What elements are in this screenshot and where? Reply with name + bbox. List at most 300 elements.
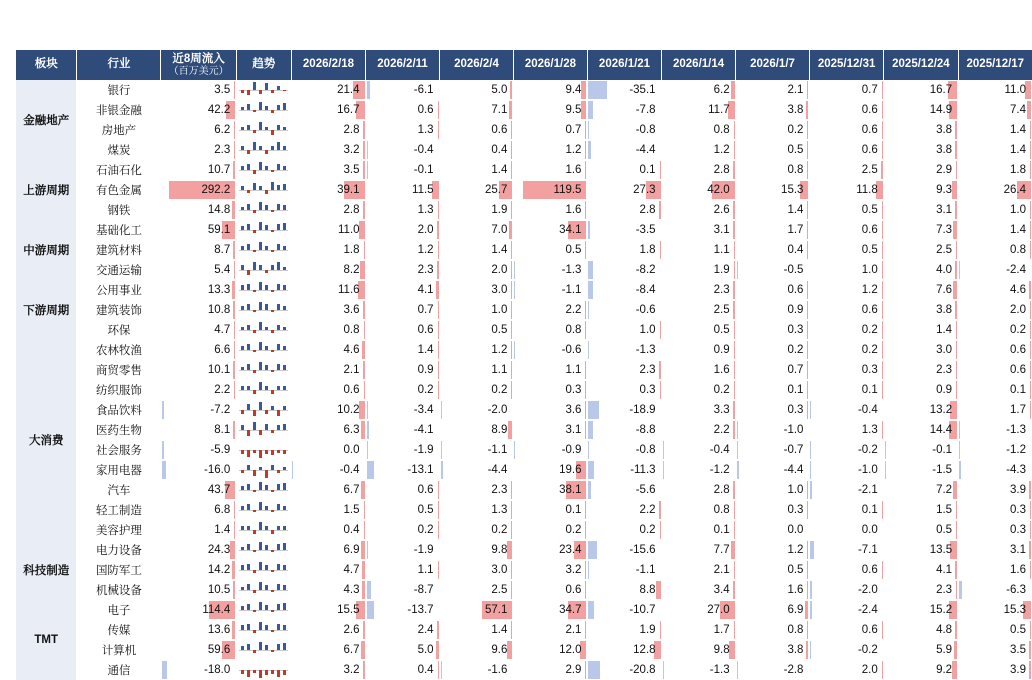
cell-value: -2.0	[857, 584, 878, 596]
trend-sparkline	[236, 380, 291, 400]
week-cell-1	[366, 620, 440, 640]
cell-value: 6.7	[343, 484, 360, 496]
sparkline-bar	[283, 365, 286, 370]
sparkline-bar	[271, 130, 274, 135]
cell-value: 2.3	[713, 284, 730, 296]
cell-value: 0.8	[1010, 244, 1026, 256]
chart-container	[0, 50, 1032, 677]
cell-value: -4.4	[635, 144, 656, 156]
week-cell-0	[291, 80, 365, 100]
week-cell-9	[958, 480, 1032, 500]
cell-value: 0.8	[713, 124, 730, 136]
cell-value: -0.4	[413, 144, 434, 156]
cell-value: 1.3	[861, 424, 878, 436]
week-cell-0	[291, 420, 365, 440]
cell-value: 0.9	[936, 384, 953, 396]
sparkline-axis	[239, 310, 288, 311]
week-cell-9	[958, 600, 1032, 620]
trend-sparkline	[236, 640, 291, 660]
table-row	[16, 600, 1032, 620]
cell-value: 3.0	[936, 344, 953, 356]
cell-value: -6.1	[413, 84, 434, 96]
week-cell-8	[884, 120, 958, 140]
sparkline-axis	[239, 470, 288, 471]
week-cell-9	[958, 100, 1032, 120]
week-cell-6	[736, 100, 810, 120]
week-cell-9	[958, 620, 1032, 640]
sparkline-bar	[271, 490, 274, 492]
cell-value: 25.7	[485, 184, 508, 196]
sparkline-bar	[277, 344, 280, 350]
week-cell-2	[440, 400, 514, 420]
week-cell-4	[587, 460, 661, 480]
header-date-7: 2025/12/31	[809, 50, 883, 80]
sparkline-bar	[271, 530, 274, 534]
sparkline-bar	[271, 210, 274, 212]
week-cell-3	[513, 520, 587, 540]
sparkline-bar	[259, 186, 262, 190]
week-cell-3	[513, 300, 587, 320]
sparkline-bar	[253, 510, 256, 512]
cell-value: 119.5	[553, 184, 582, 196]
cell-value: -1.0	[857, 464, 878, 476]
cell-value: -18.0	[204, 664, 231, 676]
week-cell-9	[958, 640, 1032, 660]
industry-cell: 社会服务	[77, 440, 161, 460]
cell-value: 0.2	[787, 124, 804, 136]
week-cell-6	[736, 440, 810, 460]
cell-value: 59.6	[207, 644, 231, 656]
cell-value: 8.9	[491, 424, 508, 436]
week-cell-0	[291, 500, 365, 520]
week-cell-1	[366, 640, 440, 660]
week-cell-9	[958, 280, 1032, 300]
cell-value: -2.4	[857, 604, 878, 616]
cell-value: -1.3	[709, 664, 730, 676]
week-cell-1	[366, 580, 440, 600]
sparkline-bar	[253, 130, 256, 133]
week-cell-7	[809, 540, 883, 560]
cell-value: -0.2	[857, 644, 878, 656]
cell-value: 1.8	[1010, 164, 1026, 176]
week-cell-7	[809, 640, 883, 660]
week-cell-6	[736, 380, 810, 400]
week-cell-5	[662, 80, 736, 100]
week-cell-9	[958, 320, 1032, 340]
sparkline-bar	[259, 102, 262, 110]
cell-value: 1.4	[787, 204, 804, 216]
week-cell-7	[809, 240, 883, 260]
cell-value: 2.8	[713, 164, 730, 176]
week-cell-2	[440, 80, 514, 100]
week-cell-1	[366, 660, 440, 680]
sparkline-bar	[283, 327, 286, 330]
cell-value: -0.4	[339, 464, 360, 476]
cell-value: 2.1	[343, 364, 360, 376]
cell-value: -3.4	[413, 404, 434, 416]
trend-sparkline	[236, 600, 291, 620]
sparkline-bar	[265, 386, 268, 390]
week-cell-9	[958, 220, 1032, 240]
sparkline-bar	[253, 470, 256, 476]
week-cell-9	[958, 200, 1032, 220]
week-cell-1	[366, 560, 440, 580]
week-cell-8	[884, 480, 958, 500]
cell-value: 0.5	[491, 324, 508, 336]
cell-value: 0.8	[787, 624, 804, 636]
sparkline-bar	[241, 166, 244, 170]
week-cell-3	[513, 540, 587, 560]
week-cell-6	[736, 580, 810, 600]
cell-value: 0.8	[343, 324, 360, 336]
sparkline-bar	[277, 244, 280, 250]
week-cell-7	[809, 500, 883, 520]
cell-value: 0.2	[639, 524, 656, 536]
cell-value: -10.7	[629, 604, 656, 616]
sparkline-bar	[283, 146, 286, 150]
sparkline-bar	[241, 646, 244, 650]
week-cell-4	[587, 480, 661, 500]
week-cell-2	[440, 660, 514, 680]
trend-sparkline	[236, 340, 291, 360]
week-cell-5	[662, 620, 736, 640]
cell-value: 12.0	[559, 644, 582, 656]
sparkline-bar	[247, 404, 250, 410]
table-row	[16, 140, 1032, 160]
sparkline-bar	[241, 565, 244, 570]
cell-value: 6.2	[713, 84, 730, 96]
sparkline-bar	[265, 585, 268, 590]
sparkline-bar	[277, 185, 280, 190]
week-cell-3	[513, 400, 587, 420]
sparkline-bar	[247, 484, 250, 490]
week-cell-0	[291, 520, 365, 540]
week-cell-4	[587, 360, 661, 380]
cell-value: -1.5	[932, 464, 953, 476]
week-cell-2	[440, 540, 514, 560]
trend-sparkline	[236, 160, 291, 180]
week-cell-7	[809, 260, 883, 280]
week-cell-0	[291, 140, 365, 160]
cell-value: 1.7	[787, 224, 804, 236]
week-cell-7	[809, 460, 883, 480]
week-cell-1	[366, 200, 440, 220]
industry-cell: 农林牧渔	[77, 340, 161, 360]
cell-value: 3.9	[1010, 664, 1026, 676]
cell-value: -1.2	[709, 464, 730, 476]
cell-value: 3.6	[343, 304, 360, 316]
sparkline-bar	[277, 604, 280, 610]
cell-value: 2.9	[936, 164, 953, 176]
table-row	[16, 660, 1032, 680]
week-cell-6	[736, 600, 810, 620]
sparkline-bar	[265, 304, 268, 310]
industry-cell: 汽车	[77, 480, 161, 500]
sparkline-bar	[283, 306, 286, 310]
week-cell-2	[440, 640, 514, 660]
sparkline-bar	[241, 625, 244, 630]
cell-value: 16.7	[929, 84, 953, 96]
industry-cell: 医药生物	[77, 420, 161, 440]
table-row	[16, 440, 1032, 460]
sparkline-bar	[247, 244, 250, 250]
header-date-0: 2026/2/18	[291, 50, 365, 80]
cell-value: 1.6	[565, 204, 582, 216]
cell-value: 4.6	[343, 344, 360, 356]
sparkline-bar	[271, 290, 274, 292]
cell-value: 3.1	[713, 224, 730, 236]
sparkline-bar	[259, 542, 262, 550]
sparkline-bar	[241, 146, 244, 150]
week-cell-6	[736, 320, 810, 340]
sparkline-axis	[239, 250, 288, 251]
week-cell-4	[587, 660, 661, 680]
week-cell-8	[884, 460, 958, 480]
flow-8w-cell	[161, 440, 236, 460]
week-cell-3	[513, 100, 587, 120]
week-cell-7	[809, 660, 883, 680]
sparkline-bar	[271, 250, 274, 252]
trend-sparkline	[236, 120, 291, 140]
cell-value: -8.2	[635, 264, 656, 276]
flow-8w-cell	[161, 380, 236, 400]
week-cell-6	[736, 240, 810, 260]
week-cell-4	[587, 540, 661, 560]
flow-8w-cell	[161, 580, 236, 600]
cell-value: 2.5	[713, 304, 730, 316]
week-cell-3	[513, 380, 587, 400]
week-cell-4	[587, 420, 661, 440]
sparkline-bar	[259, 450, 262, 458]
week-cell-8	[884, 380, 958, 400]
table-row	[16, 180, 1032, 200]
week-cell-0	[291, 400, 365, 420]
sparkline-bar	[241, 306, 244, 310]
sparkline-axis	[239, 210, 288, 211]
cell-value: 0.5	[787, 564, 804, 576]
cell-value: -0.5	[783, 264, 804, 276]
cell-value: 7.1	[491, 104, 508, 116]
cell-value: 1.6	[787, 584, 804, 596]
cell-value: 3.2	[565, 564, 582, 576]
cell-value: -8.4	[635, 284, 656, 296]
flow-8w-cell	[161, 200, 236, 220]
sparkline-axis	[239, 610, 288, 611]
cell-value: 34.7	[559, 604, 582, 616]
cell-value: 8.7	[214, 244, 231, 256]
sparkline-bar	[253, 110, 256, 112]
industry-cell: 建筑材料	[77, 240, 161, 260]
cell-value: 8.1	[214, 424, 231, 436]
cell-value: 6.6	[214, 344, 231, 356]
cell-value: 10.1	[207, 364, 231, 376]
sparkline-bar	[241, 327, 244, 330]
trend-sparkline	[236, 280, 291, 300]
cell-value: 6.7	[343, 644, 360, 656]
cell-value: 14.8	[207, 204, 231, 216]
week-cell-7	[809, 320, 883, 340]
cell-value: -1.3	[635, 344, 656, 356]
week-cell-6	[736, 340, 810, 360]
sparkline-bar	[265, 150, 268, 154]
table-row	[16, 380, 1032, 400]
cell-value: -0.6	[561, 344, 582, 356]
cell-value: 4.1	[417, 284, 434, 296]
cell-value: 34.1	[559, 224, 582, 236]
week-cell-7	[809, 360, 883, 380]
week-cell-8	[884, 140, 958, 160]
sparkline-axis	[239, 410, 288, 411]
week-cell-1	[366, 340, 440, 360]
table-row	[16, 260, 1032, 280]
cell-value: 11.6	[338, 284, 360, 296]
week-cell-4	[587, 400, 661, 420]
sector-cell: 上游周期	[16, 160, 77, 220]
sparkline-bar	[241, 265, 244, 270]
week-cell-8	[884, 540, 958, 560]
cell-value: 1.1	[417, 564, 434, 576]
cell-value: -0.1	[413, 164, 434, 176]
sparkline-bar	[271, 310, 274, 312]
cell-value: 0.6	[861, 124, 878, 136]
cell-value: 4.1	[936, 564, 953, 576]
sparkline-bar	[253, 610, 256, 612]
sparkline-bar	[241, 367, 244, 370]
week-cell-4	[587, 380, 661, 400]
sparkline-axis	[239, 390, 288, 391]
sparkline-bar	[241, 346, 244, 350]
cell-value: 2.5	[861, 164, 878, 176]
week-cell-8	[884, 180, 958, 200]
cell-value: -4.3	[1006, 464, 1026, 476]
week-cell-3	[513, 240, 587, 260]
week-cell-3	[513, 660, 587, 680]
sparkline-bar	[241, 410, 244, 414]
week-cell-3	[513, 480, 587, 500]
cell-value: 0.5	[861, 204, 878, 216]
cell-value: 7.3	[936, 224, 953, 236]
table-row	[16, 480, 1032, 500]
sparkline-bar	[247, 164, 250, 170]
week-cell-8	[884, 260, 958, 280]
cell-value: 11.8	[856, 184, 878, 196]
sparkline-bar	[277, 105, 280, 110]
week-cell-4	[587, 580, 661, 600]
week-cell-8	[884, 160, 958, 180]
cell-value: -7.1	[857, 544, 878, 556]
week-cell-6	[736, 260, 810, 280]
table-row	[16, 340, 1032, 360]
week-cell-7	[809, 180, 883, 200]
week-cell-6	[736, 80, 810, 100]
week-cell-9	[958, 500, 1032, 520]
cell-value: 10.5	[207, 584, 231, 596]
sparkline-bar	[277, 470, 280, 473]
trend-sparkline	[236, 300, 291, 320]
week-cell-5	[662, 380, 736, 400]
cell-value: 1.4	[1010, 124, 1026, 136]
cell-value: -1.9	[413, 544, 434, 556]
week-cell-8	[884, 220, 958, 240]
cell-value: 2.0	[1010, 304, 1026, 316]
sparkline-bar	[259, 582, 262, 590]
sparkline-bar	[253, 410, 256, 416]
week-cell-8	[884, 640, 958, 660]
week-cell-7	[809, 200, 883, 220]
cell-value: 0.3	[1010, 504, 1026, 516]
week-cell-1	[366, 260, 440, 280]
sparkline-bar	[277, 564, 280, 570]
week-cell-6	[736, 120, 810, 140]
week-cell-3	[513, 80, 587, 100]
trend-sparkline	[236, 400, 291, 420]
sparkline-bar	[277, 670, 280, 677]
cell-value: 5.4	[214, 264, 231, 276]
cell-value: 1.4	[1010, 144, 1026, 156]
sparkline-bar	[271, 570, 274, 572]
cell-value: 0.2	[1010, 324, 1026, 336]
table-row	[16, 100, 1032, 120]
cell-value: 2.6	[343, 624, 360, 636]
week-cell-9	[958, 240, 1032, 260]
sparkline-bar	[271, 406, 274, 410]
sparkline-bar	[271, 430, 274, 433]
cell-value: -1.0	[783, 424, 804, 436]
sparkline-bar	[259, 467, 262, 470]
sector-cell: 大消费	[16, 340, 77, 540]
sparkline-bar	[253, 310, 256, 312]
week-cell-7	[809, 420, 883, 440]
sparkline-bar	[253, 262, 256, 270]
sparkline-axis	[239, 510, 288, 511]
header-date-6: 2026/1/7	[736, 50, 810, 80]
sparkline-bar	[247, 584, 250, 590]
industry-cell: 传媒	[77, 620, 161, 640]
cell-value: 9.6	[491, 644, 508, 656]
week-cell-1	[366, 300, 440, 320]
sparkline-bar	[265, 410, 268, 414]
trend-sparkline	[236, 560, 291, 580]
industry-cell: 纺织服饰	[77, 380, 161, 400]
week-cell-1	[366, 100, 440, 120]
cell-value: 3.1	[1010, 544, 1026, 556]
sparkline-bar	[253, 330, 256, 333]
trend-sparkline	[236, 660, 291, 680]
sparkline-bar	[271, 670, 274, 674]
sparkline-axis	[239, 490, 288, 491]
week-cell-5	[662, 280, 736, 300]
sparkline-bar	[253, 550, 256, 552]
cell-value: 4.3	[343, 584, 360, 596]
week-cell-5	[662, 180, 736, 200]
week-cell-7	[809, 280, 883, 300]
flow-8w-cell	[161, 500, 236, 520]
sparkline-bar	[283, 543, 286, 550]
cell-value: 1.6	[713, 364, 730, 376]
week-cell-1	[366, 280, 440, 300]
cell-value: -2.4	[1006, 264, 1026, 276]
cell-value: -13.7	[407, 604, 434, 616]
sparkline-bar	[259, 642, 262, 650]
week-cell-9	[958, 160, 1032, 180]
week-cell-8	[884, 600, 958, 620]
cell-value: 292.2	[201, 184, 231, 196]
sparkline-bar	[283, 585, 286, 590]
week-cell-9	[958, 120, 1032, 140]
cell-value: 1.2	[565, 144, 582, 156]
cell-value: 15.3	[781, 184, 804, 196]
sparkline-bar	[271, 510, 274, 512]
